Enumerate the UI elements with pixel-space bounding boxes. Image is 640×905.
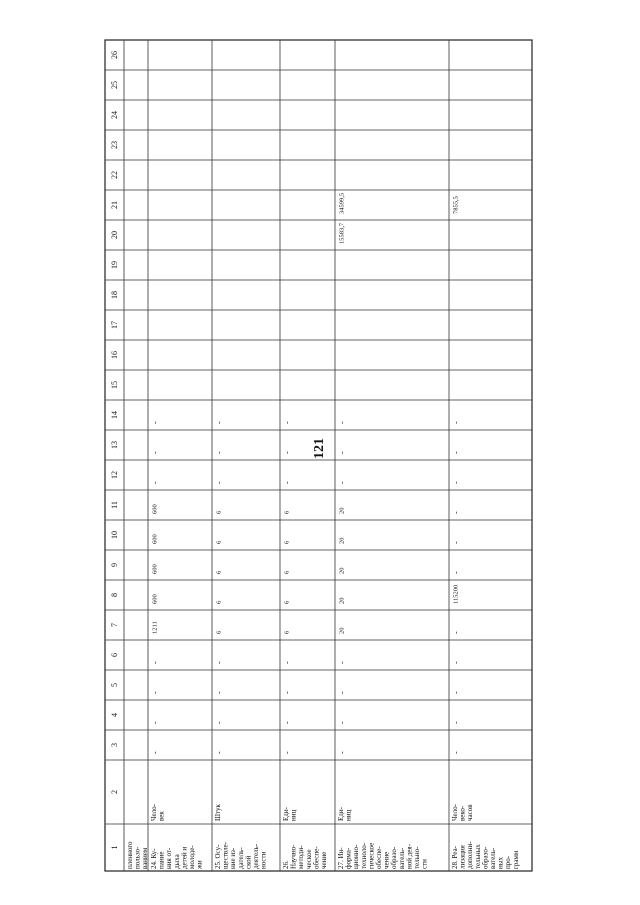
table-cell-value: 6 bbox=[283, 570, 291, 574]
column-number: 23 bbox=[110, 141, 119, 149]
table-cell-value: 6 bbox=[283, 510, 291, 514]
unit-label-line: Чело- bbox=[150, 804, 158, 821]
table-cell-value: - bbox=[451, 661, 461, 664]
column-number: 15 bbox=[110, 381, 119, 389]
row-label-line: техноло- bbox=[359, 842, 368, 869]
row-label-line: ние из- bbox=[229, 847, 238, 869]
table-cell-value: - bbox=[451, 691, 461, 694]
row-label-line: 28. Реа- bbox=[451, 846, 459, 869]
row-label-line: гическое bbox=[367, 842, 376, 869]
table-cell-value: 6 bbox=[283, 600, 291, 604]
row-label-line: образо- bbox=[390, 846, 399, 869]
row-label-line: лизация bbox=[458, 845, 467, 869]
column-number: 8 bbox=[110, 593, 119, 597]
table-cell-value: 6 bbox=[215, 510, 223, 514]
table-cell-value: - bbox=[150, 721, 160, 724]
table-cell-value: 20 bbox=[338, 627, 346, 634]
table-cell-value: - bbox=[150, 691, 160, 694]
column-number: 24 bbox=[110, 111, 119, 119]
column-number: 9 bbox=[110, 563, 119, 567]
table-cell-value: 20 bbox=[338, 537, 346, 544]
row-label-line: обеспе- bbox=[312, 846, 321, 869]
column-number: 22 bbox=[110, 171, 119, 179]
column-number: 1 bbox=[110, 845, 119, 850]
table-cell-value: - bbox=[451, 571, 461, 574]
column-number: 14 bbox=[110, 411, 119, 419]
table-cell-value: - bbox=[150, 481, 160, 484]
row-label-line: 25. Осу- bbox=[214, 844, 222, 869]
table-cell-value: - bbox=[451, 481, 461, 484]
row-label-line: детей и bbox=[180, 846, 189, 869]
table-cell-value: - bbox=[282, 751, 292, 754]
column-number: 19 bbox=[110, 261, 119, 269]
table-cell-value: 600 bbox=[151, 594, 159, 604]
row-label-line: пание bbox=[157, 851, 166, 869]
column-number: 3 bbox=[110, 743, 119, 747]
row-label-line: обеспе- bbox=[375, 846, 383, 869]
table-cell-value: 20 bbox=[338, 507, 346, 514]
row-label-line: 24. Ку- bbox=[150, 848, 158, 869]
unit-label-line: веко- bbox=[458, 805, 467, 821]
row-label-line: Научно- bbox=[289, 844, 298, 869]
table-cell-value: 600 bbox=[151, 504, 159, 514]
table-cell-value: 7855,5 bbox=[452, 196, 460, 214]
unit-label-line: Чело- bbox=[451, 804, 459, 821]
table-cell-value: 6 bbox=[283, 630, 291, 634]
table-cell-value: - bbox=[451, 721, 461, 724]
table-cell-value: 1211 bbox=[151, 621, 159, 634]
table-cell-value: - bbox=[214, 721, 224, 724]
row-label-line: датель- bbox=[236, 847, 245, 869]
column-number: 11 bbox=[110, 501, 119, 509]
row-label-line: ществле- bbox=[221, 842, 230, 869]
unit-label-line: век bbox=[157, 811, 166, 821]
table-cell-value: - bbox=[282, 451, 292, 454]
table-cell-value: - bbox=[282, 421, 292, 424]
table-cell-value: - bbox=[150, 661, 160, 664]
row-label-line: пленного bbox=[126, 841, 134, 869]
page-number: 121 bbox=[312, 438, 327, 459]
table-cell-value: 6 bbox=[215, 570, 223, 574]
column-number: 12 bbox=[110, 471, 119, 479]
table-cell-value: - bbox=[451, 541, 461, 544]
table-cell-value: - bbox=[337, 421, 347, 424]
table-cell-value: 20 bbox=[338, 597, 346, 604]
unit-label-line: Еди- bbox=[282, 807, 290, 821]
row-label-line: образо- bbox=[481, 846, 490, 869]
table-cell-value: - bbox=[451, 631, 461, 634]
column-number: 4 bbox=[110, 713, 119, 717]
table-cell-value: - bbox=[214, 691, 224, 694]
row-label-line: грамм bbox=[511, 850, 520, 869]
row-label-line: методи- bbox=[297, 845, 306, 869]
row-label-line: ционно- bbox=[352, 844, 361, 869]
row-label-line: про- bbox=[504, 855, 513, 869]
row-label-line: пользо- bbox=[133, 846, 142, 869]
column-number: 10 bbox=[110, 531, 119, 539]
table-cell-value: 600 bbox=[151, 534, 159, 544]
column-number: 21 bbox=[110, 201, 119, 209]
table-cell-value: 20 bbox=[338, 567, 346, 574]
row-label-line: чение bbox=[320, 851, 328, 869]
column-number: 25 bbox=[110, 81, 119, 89]
row-label-line: тельно- bbox=[413, 846, 421, 869]
table-cell-value: - bbox=[150, 421, 160, 424]
table-cell-value: - bbox=[150, 751, 160, 754]
column-number: 16 bbox=[110, 351, 119, 359]
table-cell-value: 600 bbox=[151, 564, 159, 574]
row-label-line: ванием bbox=[141, 847, 150, 869]
unit-label-line: ниц bbox=[289, 809, 298, 821]
row-label-line: чение bbox=[382, 851, 391, 869]
table-cell-value: - bbox=[337, 661, 347, 664]
table-cell-value: - bbox=[282, 481, 292, 484]
row-label-line: тельных bbox=[473, 844, 482, 869]
table-cell-value: 6 bbox=[283, 540, 291, 544]
table-cell-value: - bbox=[451, 451, 461, 454]
table-cell-value: - bbox=[451, 421, 461, 424]
row-label-line: ской bbox=[244, 855, 253, 869]
table-cell-value: - bbox=[337, 451, 347, 454]
row-label-line: ных bbox=[496, 857, 505, 869]
table-cell-value: - bbox=[150, 451, 160, 454]
row-label-line: деятель- bbox=[252, 843, 260, 869]
column-number: 26 bbox=[110, 51, 119, 59]
table-cell-value: 115200 bbox=[452, 584, 460, 604]
row-label-line: дополни- bbox=[466, 841, 475, 869]
row-label-line: жи bbox=[195, 860, 204, 869]
column-number: 17 bbox=[110, 321, 119, 329]
row-label-line: сти bbox=[420, 859, 429, 869]
row-label-line: ватель- bbox=[397, 847, 406, 869]
row-label-line: форма- bbox=[344, 847, 353, 869]
table-cell-value: - bbox=[451, 511, 461, 514]
row-label-line: ния от- bbox=[165, 847, 174, 869]
column-number: 6 bbox=[110, 653, 119, 657]
column-number: 13 bbox=[110, 441, 119, 449]
column-number: 2 bbox=[110, 790, 119, 794]
table-cell-value: - bbox=[282, 691, 292, 694]
row-label-line: ной дея- bbox=[405, 844, 414, 869]
table-cell-value: - bbox=[214, 661, 224, 664]
column-number: 5 bbox=[110, 683, 119, 687]
table-cell-value: - bbox=[214, 421, 224, 424]
table-cell-value: - bbox=[214, 481, 224, 484]
table-cell-value: - bbox=[337, 691, 347, 694]
row-label-line: 27. Ин- bbox=[337, 847, 345, 869]
row-label-line: молоде- bbox=[188, 845, 196, 869]
row-label-line: ческое bbox=[304, 849, 313, 869]
table-cell-value: - bbox=[337, 481, 347, 484]
unit-label-line: Еди- bbox=[337, 807, 345, 821]
table-cell-value: - bbox=[337, 751, 347, 754]
table-cell-value: - bbox=[282, 721, 292, 724]
table-cell-value: - bbox=[214, 451, 224, 454]
table-cell-value: - bbox=[214, 751, 224, 754]
column-number: 7 bbox=[110, 623, 119, 627]
table-cell-value: 34599,5 bbox=[338, 192, 346, 214]
row-label-line: ватель- bbox=[489, 847, 497, 869]
unit-label-line: часов bbox=[466, 804, 475, 821]
table-cell-value: 15583,7 bbox=[338, 222, 346, 244]
table-cell-value: 6 bbox=[215, 630, 223, 634]
table-cell-value: 6 bbox=[215, 600, 223, 604]
row-label-line: 26. bbox=[282, 860, 290, 869]
table-cell-value: 6 bbox=[215, 540, 223, 544]
table-cell-value: - bbox=[451, 751, 461, 754]
row-label-line: дыха bbox=[172, 854, 181, 869]
table-frame bbox=[105, 40, 532, 871]
row-label-line: ности bbox=[259, 851, 268, 869]
column-number: 18 bbox=[110, 291, 119, 299]
column-number: 20 bbox=[110, 231, 119, 239]
table-cell-value: - bbox=[337, 721, 347, 724]
table-cell-value: - bbox=[282, 661, 292, 664]
unit-label-line: ниц bbox=[344, 809, 353, 821]
unit-label-line: Штук bbox=[214, 804, 222, 821]
